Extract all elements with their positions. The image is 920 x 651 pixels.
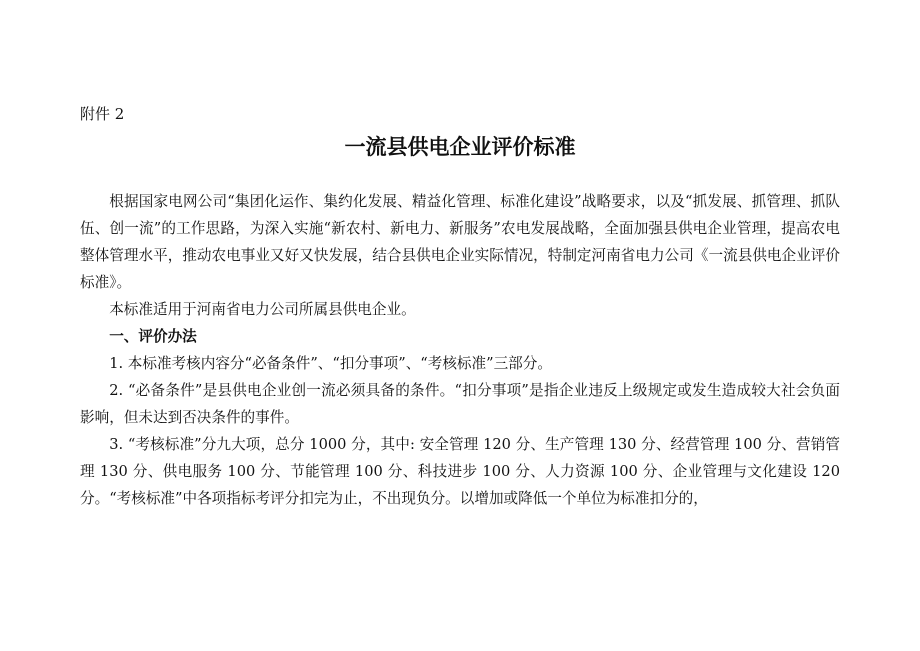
intro-paragraph: 根据国家电网公司“集团化运作、集约化发展、精益化管理、标准化建设”战略要求，以及“抓发展、抓管理、抓队伍、创一流”的工作思路，为深入实施“新农村、新电力、新服务”农电发展战略，全面加强县供电企业管理，提高农电整体管理水平，推动农电事业又好又快发展，结合县供电企业实际情况，特制定河南省电力公司《一流县供电企业评价标准》。 bbox=[80, 193, 840, 291]
section-heading: 一、评价办法 bbox=[109, 328, 197, 345]
list-item: 1. 本标准考核内容分“必备条件”、“扣分事项”、“考核标准”三部分。 bbox=[109, 355, 552, 372]
document-body bbox=[80, 188, 840, 512]
scope-paragraph: 本标准适用于河南省电力公司所属县供电企业。 bbox=[109, 301, 416, 318]
attachment-label: 附件 2 bbox=[80, 105, 125, 123]
list-item: 2. “必备条件”是县供电企业创一流必须具备的条件。“扣分事项”是指企业违反上级规定或发生造成较大社会负面影响，但未达到否决条件的事件。 bbox=[80, 382, 840, 426]
list-item: 3. “考核标准”分九大项，总分 1000 分，其中: 安全管理 120 分、生产管理 130 分、经营管理 100 分、营销管理 130 分、供电服务 100 分、节能管理 100 分、科技进步 100 分、人力资源 100 分、企业管理与文化建设 120 分。“考核标准”中各项指标考评分扣完为止，不出现负分。以增加或降低一个单位为标准扣分的， bbox=[80, 436, 840, 507]
page-title: 一流县供电企业评价标准 bbox=[344, 135, 576, 159]
